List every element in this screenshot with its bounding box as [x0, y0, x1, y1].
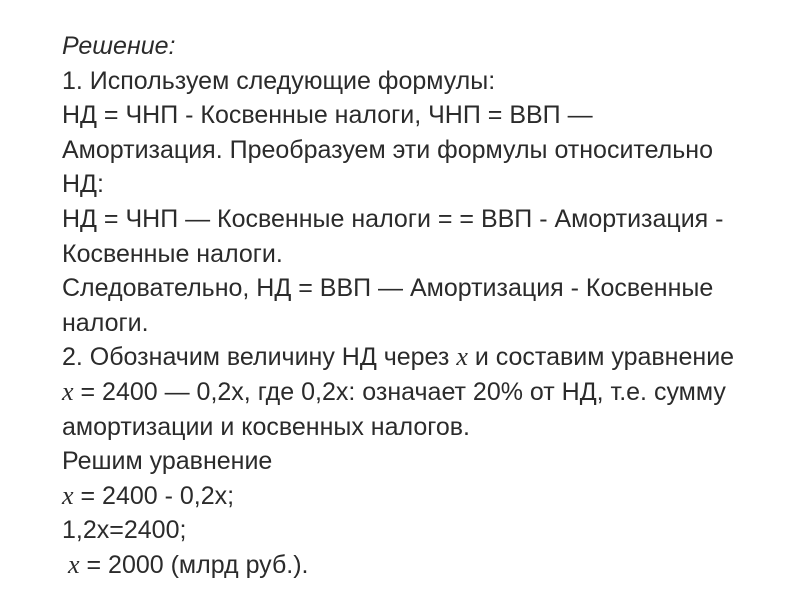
conclusion-line-1: Следовательно, НД = ВВП — Амортизация - Косвенные	[62, 274, 714, 303]
step-2-text-a: 2. Обозначим величину НД через	[62, 343, 457, 372]
solve-heading: Решим уравнение	[62, 447, 273, 476]
solution-text	[62, 29, 782, 583]
answer-text: = 2000 (млрд руб.).	[79, 550, 309, 579]
equation-line-1	[62, 375, 782, 410]
variable-x: x	[456, 342, 468, 372]
conclusion-line-2: налоги.	[62, 308, 149, 337]
equation-explanation: амортизации и косвенных налогов.	[62, 412, 470, 441]
equation-text-2: = 2400 - 0,2х;	[73, 481, 235, 510]
formula-line-4: НД = ЧНП — Косвенные налоги = = ВВП - Амортизация -	[62, 204, 724, 233]
step-1-intro: 1. Используем следующие формулы:	[62, 66, 496, 95]
formula-line-2: Амортизация. Преобразуем эти формулы относительно	[62, 135, 713, 164]
equation-line-2	[62, 479, 782, 514]
variable-x: x	[62, 480, 74, 510]
formula-line-1: НД = ЧНП - Косвенные налоги, ЧНП = ВВП —	[62, 101, 593, 130]
variable-x: x	[62, 376, 74, 406]
formula-line-3: НД:	[62, 170, 104, 199]
equation-text-1: = 2400 — 0,2х, где 0,2х: означает 20% от НД, т.е. сумму	[73, 377, 726, 406]
formula-line-5: Косвенные налоги.	[62, 239, 283, 268]
step-2-text-b: и составим уравнение	[467, 343, 735, 372]
equation-line-3: 1,2х=2400;	[62, 516, 187, 545]
solution-heading: Решение:	[62, 32, 176, 60]
step-2-intro	[62, 340, 782, 375]
answer-line	[62, 548, 782, 583]
variable-x: x	[68, 549, 80, 579]
